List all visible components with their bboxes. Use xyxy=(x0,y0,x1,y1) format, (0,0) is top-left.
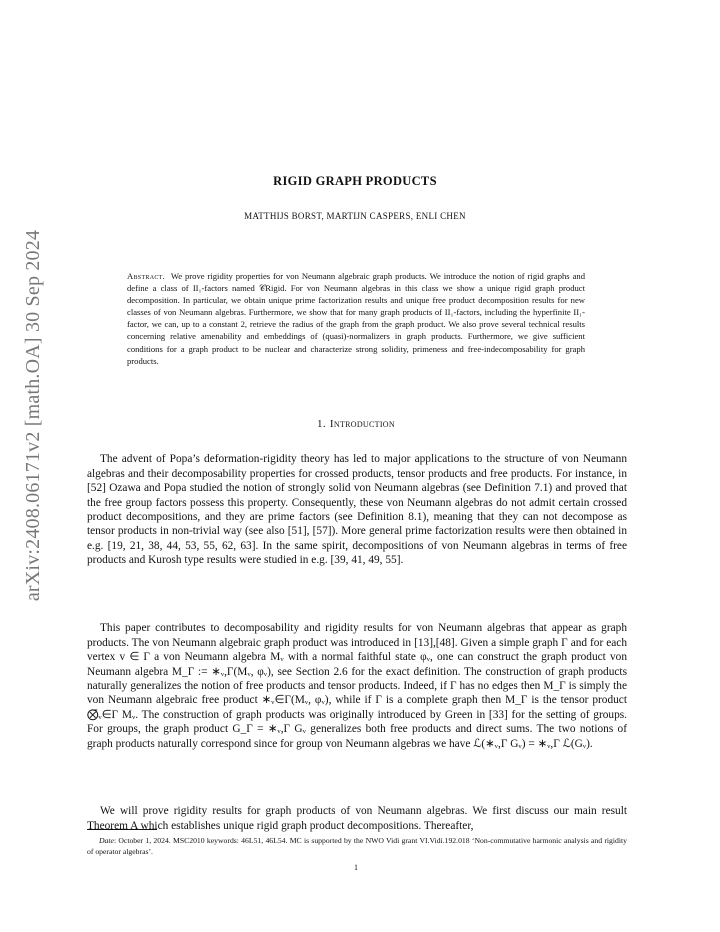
footnote-label: Date xyxy=(99,836,114,845)
footnote xyxy=(87,835,627,857)
section-number: 1. xyxy=(317,418,326,430)
abstract-text: We prove rigidity properties for von Neumann algebraic graph products. We introduce the notion of rigid graphs and define a class of II₁-factors named 𝒞Rigid. For von Neumann algebras in this class we show a unique rigid graph product decomposition. In particular, we obtain unique prime factorization results and unique free product decomposition results for new classes of von Neumann algebras. Furthermore, we show that for many graph products of II₁-factors, including the hyperfinite II₁-factor, we can, up to a constant 2, retrieve the radius of the graph from the graph product. We also prove several technical results concerning relative amenability and embeddings of (quasi)-normalizers in graph products. Furthermore, we give sufficient conditions for a graph product to be nuclear and characterize strong solidity, primeness and free-indecomposability for graph products. xyxy=(127,271,585,366)
footnote-rule xyxy=(87,829,157,830)
section-heading xyxy=(0,418,712,430)
abstract xyxy=(127,270,585,367)
body-paragraph: This paper contributes to decomposability and rigidity results for von Neumann algebras that appear as graph products. The von Neumann algebraic graph product was introduced in [13],[48]. Given a simple graph Γ and for each vertex v ∈ Γ a von Neumann algebra Mᵥ with a normal faithful state φᵥ, one can construct the graph product von Neumann algebra M_Γ := ∗ᵥ,Γ(Mᵥ, φᵥ), see Section 2.6 for the exact definition. The construction of graph products naturally generalizes the notion of free products and tensor products. Indeed, if Γ has no edges then M_Γ is simply the von Neumann algebraic free product ∗ᵥ∈Γ(Mᵥ, φᵥ), while if Γ is a complete graph then M_Γ is the tensor product ⨂̄ᵥ∈Γ Mᵥ. The construction of graph products was originally introduced by Green in [33] for the setting of groups. For groups, the graph product G_Γ = ∗ᵥ,Γ Gᵥ generalizes both free products and direct sums. The two notions of graph products naturally correspond since for group von Neumann algebras we have ℒ(∗ᵥ,Γ Gᵥ) = ∗ᵥ,Γ ℒ(Gᵥ). xyxy=(87,622,627,750)
abstract-label: Abstract. xyxy=(127,271,166,281)
arxiv-identifier xyxy=(14,175,54,655)
paper-authors: MATTHIJS BORST, MARTIJN CASPERS, ENLI CHEN xyxy=(244,211,466,221)
body-paragraph: We will prove rigidity results for graph products of von Neumann algebras. We first discuss our main result Theorem A which establishes unique rigid graph product decompositions. Thereafter, xyxy=(87,805,627,832)
paper-title: RIGID GRAPH PRODUCTS xyxy=(273,174,437,188)
body-paragraph: The advent of Popa’s deformation-rigidity theory has led to major applications to the structure of von Neumann algebras and their decomposability properties for crossed products, tensor products and free products. For instance, in [52] Ozawa and Popa studied the notion of strongly solid von Neumann algebras (see Definition 7.1) and proved that the free group factors possess this property. Consequently, these von Neumann algebras do not admit certain crossed product decompositions, and they are prime factors (see Definition 8.1), meaning that they can not decompose as tensor products in non-trivial way (see also [51], [57]). More general prime factorization results were then obtained in e.g. [19, 21, 38, 44, 53, 55, 62, 63]. In the same spirit, decompositions of von Neumann algebras in terms of free products and Kurosh type results were studied in e.g. [39, 41, 49, 55]. xyxy=(87,453,627,567)
page-number: 1 xyxy=(354,863,358,872)
arxiv-identifier-text: arXiv:2408.06171v2 [math.OA] 30 Sep 2024 xyxy=(22,229,45,601)
section-title: Introduction xyxy=(329,418,395,430)
footnote-text: : October 1, 2024. MSC2010 keywords: 46L51, 46L54. MC is supported by the NWO Vidi grant VI.Vidi.192.018 ‘Non-commutative harmonic analysis and rigidity of operator algebras’. xyxy=(87,836,627,856)
